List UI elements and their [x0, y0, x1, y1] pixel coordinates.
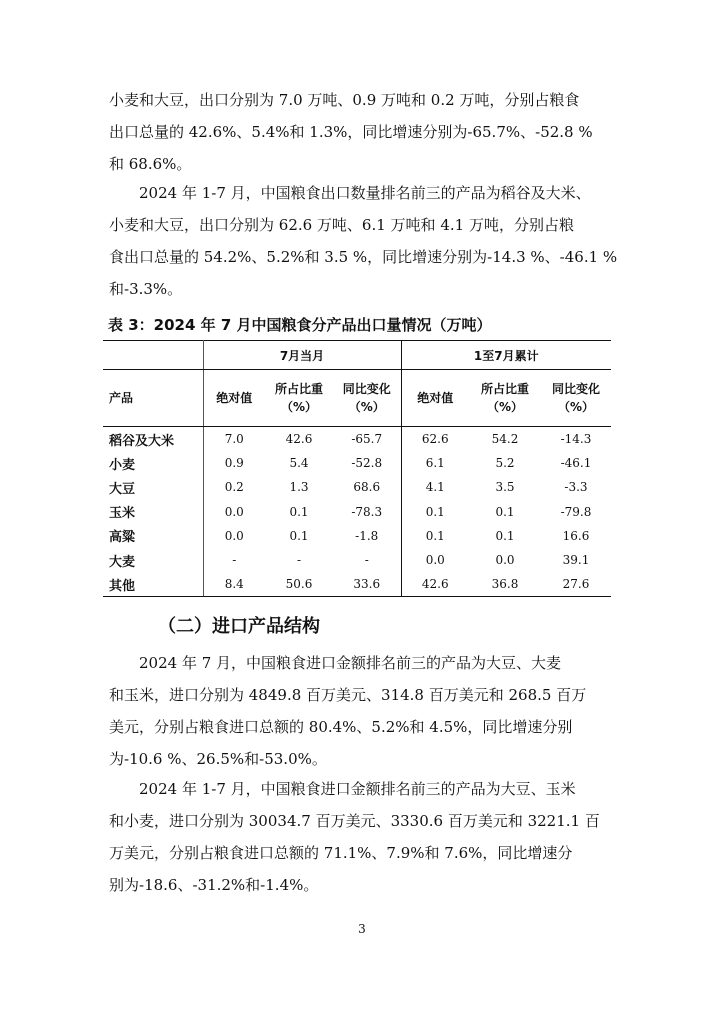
- table-caption: 表 3：2024 年 7 月中国粮食分产品出口量情况（万吨）: [108, 316, 492, 334]
- page-number: 3: [358, 922, 366, 936]
- value-cell: 0.0: [224, 504, 244, 519]
- value-cell: 0.0: [224, 528, 244, 543]
- value-cell: -65.7: [333, 427, 401, 452]
- col-share: 所占比重 （%）: [265, 370, 333, 427]
- table-row: [103, 572, 611, 597]
- value-cell: 0.1: [495, 528, 515, 543]
- text-line: 和-3.3%。: [109, 280, 183, 298]
- text-line: 出口总量的 42.6%、5.4%和 1.3%，同比增速分别为-65.7%、-52.8 %: [109, 123, 593, 141]
- value-cell: 0.9: [224, 456, 244, 471]
- text-line: 为-10.6 %、26.5%和-53.0%。: [109, 750, 327, 768]
- value-cell: 0.0: [495, 553, 515, 568]
- text-line: 别为-18.6、-31.2%和-1.4%。: [109, 876, 319, 894]
- value-cell: 62.6: [421, 432, 449, 447]
- col-product: 产品: [103, 370, 203, 427]
- text-line: 2024 年 7 月，中国粮食进口金额排名前三的产品为大豆、大麦: [139, 654, 562, 672]
- text-line: 和小麦，进口分别为 30034.7 百万美元、3330.6 百万美元和 3221.1 百: [109, 812, 600, 830]
- value-cell: -79.8: [560, 504, 592, 519]
- table-row: [103, 451, 611, 475]
- product-name-cell: 高粱: [103, 524, 203, 548]
- value-cell: -: [296, 553, 302, 568]
- value-cell: 42.6: [401, 572, 469, 597]
- value-cell: 7.0: [224, 432, 244, 447]
- group-jan-jul: 1至7月累计: [401, 341, 611, 370]
- value-cell: 4.1: [425, 480, 445, 495]
- value-cell: 0.1: [289, 504, 309, 519]
- value-cell: 50.6: [265, 572, 333, 597]
- product-name-cell: 其他: [103, 572, 203, 597]
- table-row: [103, 475, 611, 499]
- text-line: 万美元，分别占粮食进口总额的 71.1%、7.9%和 7.6%，同比增速分: [109, 844, 573, 862]
- value-cell: 54.2: [491, 432, 519, 447]
- value-cell: -52.8: [333, 451, 401, 475]
- col-abs: 绝对值: [203, 370, 265, 427]
- table-column-header: [103, 370, 611, 427]
- text-line: 美元，分别占粮食进口总额的 80.4%、5.2%和 4.5%，同比增速分别: [109, 718, 573, 736]
- table-body: [103, 427, 611, 597]
- value-cell: 1.3: [289, 480, 309, 495]
- text-line: 2024 年 1-7 月，中国粮食进口金额排名前三的产品为大豆、玉米: [139, 780, 576, 798]
- text-line: 食出口总量的 54.2%、5.2%和 3.5 %，同比增速分别为-14.3 %、-46.1 %: [109, 248, 618, 266]
- value-cell: 0.1: [289, 528, 309, 543]
- group-july: 7月当月: [203, 341, 401, 370]
- text-line: 和玉米，进口分别为 4849.8 百万美元、314.8 百万美元和 268.5 百万: [109, 686, 587, 704]
- table-group-header: [103, 341, 611, 370]
- table-row: [103, 427, 611, 452]
- value-cell: -: [232, 553, 237, 568]
- value-cell: -78.3: [333, 500, 401, 524]
- export-table: [103, 340, 611, 597]
- text-line: 2024 年 1-7 月，中国粮食出口数量排名前三的产品为稻谷及大米、: [139, 184, 591, 202]
- table-row: [103, 500, 611, 524]
- value-cell: -: [333, 548, 401, 572]
- value-cell: 42.6: [285, 432, 313, 447]
- product-name-cell: 小麦: [103, 451, 203, 475]
- empty-header-cell: [103, 341, 203, 370]
- value-cell: 68.6: [333, 475, 401, 499]
- paragraph-export-july-tail: [109, 84, 619, 180]
- paragraph-import-july: [109, 647, 619, 775]
- value-cell: -46.1: [560, 456, 592, 471]
- value-cell: 0.1: [495, 504, 515, 519]
- paragraph-export-jan-jul: [109, 177, 619, 305]
- product-name-cell: 大麦: [103, 548, 203, 572]
- text-line: 小麦和大豆，出口分别为 62.6 万吨、6.1 万吨和 4.1 万吨，分别占粮: [109, 216, 574, 234]
- col-change: 同比变化 （%）: [541, 370, 611, 427]
- col-abs: 绝对值: [401, 370, 469, 427]
- value-cell: -1.8: [333, 524, 401, 548]
- value-cell: 39.1: [562, 553, 590, 568]
- value-cell: 6.1: [425, 456, 445, 471]
- value-cell: 3.5: [495, 480, 515, 495]
- text-line: 小麦和大豆，出口分别为 7.0 万吨、0.9 万吨和 0.2 万吨，分别占粮食: [109, 91, 580, 109]
- value-cell: 0.2: [224, 480, 244, 495]
- paragraph-import-jan-jul: [109, 773, 619, 901]
- table-row: [103, 548, 611, 572]
- value-cell: 36.8: [469, 572, 541, 597]
- section-title: （二）进口产品结构: [158, 616, 320, 637]
- value-cell: 0.1: [425, 528, 445, 543]
- text-line: 和 68.6%。: [109, 155, 192, 173]
- value-cell: 0.1: [425, 504, 445, 519]
- value-cell: 27.6: [541, 572, 611, 597]
- value-cell: -3.3: [564, 480, 588, 495]
- product-name-cell: 稻谷及大米: [103, 427, 203, 452]
- value-cell: 0.0: [425, 553, 445, 568]
- value-cell: 33.6: [333, 572, 401, 597]
- product-name-cell: 玉米: [103, 500, 203, 524]
- value-cell: -14.3: [560, 432, 592, 447]
- value-cell: 5.2: [495, 456, 515, 471]
- value-cell: 16.6: [562, 528, 590, 543]
- col-share: 所占比重 （%）: [469, 370, 541, 427]
- value-cell: 8.4: [203, 572, 265, 597]
- table-row: [103, 524, 611, 548]
- value-cell: 5.4: [289, 456, 309, 471]
- product-name-cell: 大豆: [103, 475, 203, 499]
- col-change: 同比变化 （%）: [333, 370, 401, 427]
